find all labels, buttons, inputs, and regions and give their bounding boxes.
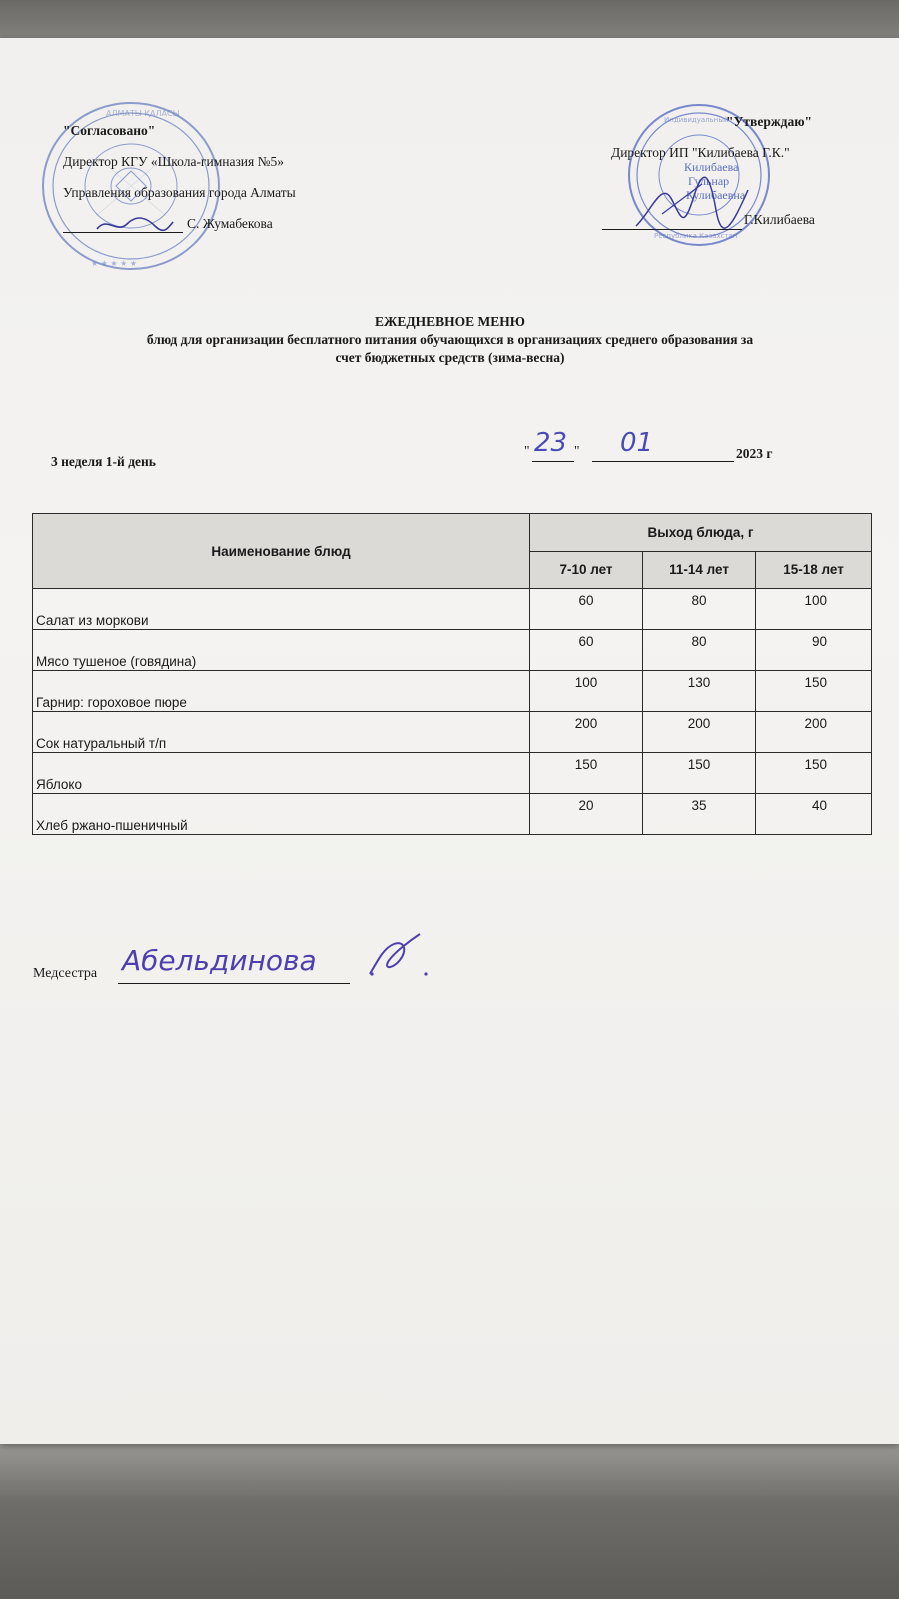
table-header-row <box>33 514 872 552</box>
nurse-initial-signature <box>364 930 434 982</box>
header-age-2: 11-14 лет <box>643 551 756 589</box>
svg-text:Республика Казахстан: Республика Казахстан <box>654 232 738 240</box>
svg-text:Индивидуальный: Индивидуальный <box>664 116 729 124</box>
left-signature <box>95 214 175 236</box>
approval-right-label: "Утверждаю" <box>726 114 813 129</box>
table-row <box>33 589 872 630</box>
table-row <box>33 712 872 753</box>
dish-name: Мясо тушеное (говядина) <box>33 630 530 671</box>
value-15-18: 150 <box>756 671 872 712</box>
value-15-18: 200 <box>756 712 872 753</box>
table-row <box>33 630 872 671</box>
header-age-3: 15-18 лет <box>756 551 872 589</box>
dish-name: Хлеб ржано-пшеничный <box>33 794 530 835</box>
title-line-2: блюд для организации бесплатного питания обучающихся в организациях среднего образования за <box>146 332 754 347</box>
document-title <box>20 313 880 367</box>
header-age-1: 7-10 лет <box>530 551 643 589</box>
dish-name: Салат из моркови <box>33 589 530 630</box>
table-row <box>33 671 872 712</box>
value-7-10: 60 <box>530 630 643 671</box>
value-15-18: 100 <box>756 589 872 630</box>
title-line-3: счет бюджетных средств (зима-весна) <box>335 350 565 365</box>
table-row <box>33 753 872 794</box>
svg-text:АЛМАТЫ ҚАЛАСЫ: АЛМАТЫ ҚАЛАСЫ <box>106 109 180 118</box>
date-day-line <box>532 461 574 462</box>
title-main: ЕЖЕДНЕВНОЕ МЕНЮ <box>375 314 525 329</box>
stamp-name-1: Килибаева <box>684 160 739 174</box>
value-7-10: 150 <box>530 753 643 794</box>
stamp-name-3: Кулибаевна <box>686 188 746 202</box>
background-bottom <box>0 1440 899 1599</box>
value-11-14: 200 <box>643 712 756 753</box>
date-month: 01 <box>620 428 654 458</box>
header-dish-name: Наименование блюд <box>33 514 530 589</box>
approval-right-signatory: Г.Килибаева <box>744 212 815 227</box>
header-output: Выход блюда, г <box>530 514 872 552</box>
approval-left-position: Директор КГУ «Школа-гимназия №5» <box>63 154 284 169</box>
value-15-18: 150 <box>756 753 872 794</box>
nurse-signature-line <box>118 983 350 984</box>
dish-name: Сок натуральный т/п <box>33 712 530 753</box>
value-11-14: 150 <box>643 753 756 794</box>
value-7-10: 60 <box>530 589 643 630</box>
table-row <box>33 794 872 835</box>
nurse-label: Медсестра <box>33 966 98 981</box>
value-11-14: 80 <box>643 630 756 671</box>
value-11-14: 35 <box>643 794 756 835</box>
date-year: 2023 г <box>736 446 773 461</box>
date-month-line <box>592 461 734 462</box>
right-signature <box>632 170 752 232</box>
nurse-signature: Абельдинова <box>122 944 317 977</box>
dish-name: Гарнир: гороховое пюре <box>33 671 530 712</box>
approval-left-signatory: С. Жумабекова <box>187 216 273 231</box>
svg-text:★ ★ ★ ★ ★: ★ ★ ★ ★ ★ <box>91 259 138 268</box>
week-day: 3 неделя 1-й день <box>51 454 156 469</box>
date-close-quote: " <box>574 443 580 458</box>
value-7-10: 200 <box>530 712 643 753</box>
dish-name: Яблоко <box>33 753 530 794</box>
approval-left-organization: Управления образования города Алматы <box>63 185 296 200</box>
approval-right-position: Директор ИП "Килибаева Г.К." <box>611 145 790 160</box>
value-7-10: 100 <box>530 671 643 712</box>
stamp-name-2: Гульнар <box>688 174 730 188</box>
value-11-14: 130 <box>643 671 756 712</box>
approval-left-label: "Согласовано" <box>63 123 156 138</box>
value-15-18: 40 <box>756 794 872 835</box>
menu-table <box>32 513 872 835</box>
date-open-quote: " <box>524 443 530 458</box>
value-7-10: 20 <box>530 794 643 835</box>
value-15-18: 90 <box>756 630 872 671</box>
date-day: 23 <box>534 428 568 458</box>
value-11-14: 80 <box>643 589 756 630</box>
